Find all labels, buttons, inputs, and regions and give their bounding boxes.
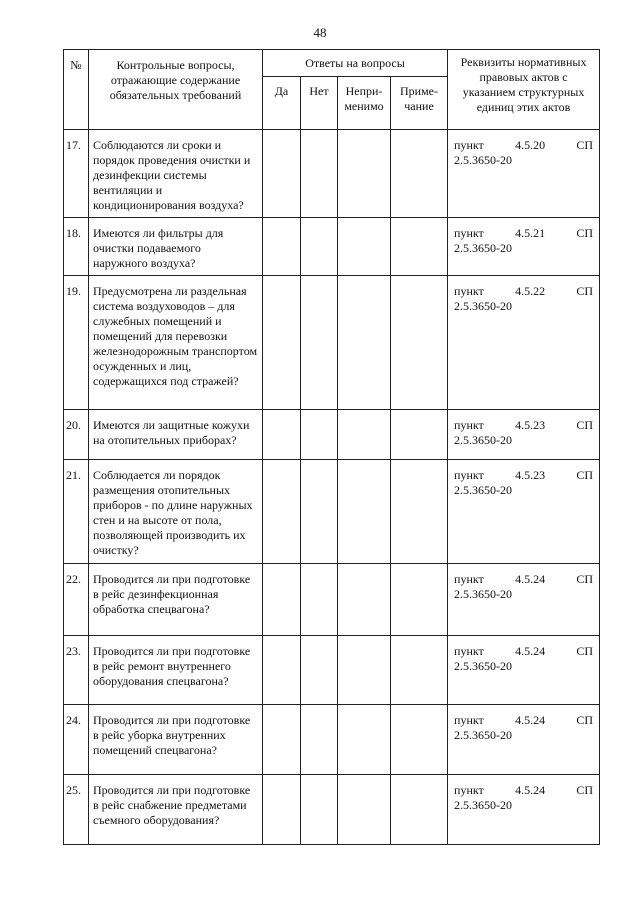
- header-note: Приме-чание: [391, 77, 448, 130]
- requisites-cell: [448, 705, 600, 775]
- answer-yes-cell[interactable]: [263, 564, 301, 636]
- ref-doc-type: СП: [576, 284, 594, 298]
- answer-no-cell[interactable]: [301, 460, 338, 564]
- requisites-line: [454, 138, 593, 153]
- answer-note-cell[interactable]: [391, 218, 448, 276]
- answer-no-cell[interactable]: [301, 705, 338, 775]
- ref-clause: 4.5.24: [515, 644, 546, 658]
- requisites-line: [454, 644, 593, 659]
- table-row: [64, 705, 600, 775]
- requisites-line: [454, 783, 593, 798]
- answer-not-applicable-cell[interactable]: [338, 636, 391, 705]
- requisites-cell: [448, 410, 600, 460]
- header-no: Нет: [301, 77, 338, 130]
- row-number: 22.: [64, 564, 89, 636]
- ref-doc-type: СП: [576, 226, 594, 240]
- table-row: [64, 276, 600, 410]
- checklist-table: [63, 49, 600, 845]
- table-row: [64, 564, 600, 636]
- ref-clause: 4.5.24: [515, 713, 546, 727]
- answer-yes-cell[interactable]: [263, 218, 301, 276]
- row-number: 25.: [64, 775, 89, 845]
- ref-clause: 4.5.24: [515, 783, 546, 797]
- header-num: №: [64, 50, 89, 130]
- answer-no-cell[interactable]: [301, 564, 338, 636]
- answer-yes-cell[interactable]: [263, 130, 301, 218]
- requisites-cell: [448, 460, 600, 564]
- question-text: Имеются ли защитные кожухи на отопительных приборах?: [89, 410, 263, 460]
- answer-note-cell[interactable]: [391, 410, 448, 460]
- question-text: Соблюдается ли порядок размещения отопительных приборов - по длине наружных стен и на высоте от пола, позволяющей производить их очистку?: [89, 460, 263, 564]
- ref-doc-code: 2.5.3650-20: [454, 153, 513, 167]
- answer-not-applicable-cell[interactable]: [338, 564, 391, 636]
- answer-not-applicable-cell[interactable]: [338, 276, 391, 410]
- ref-doc-code: 2.5.3650-20: [454, 728, 513, 742]
- question-text: Проводится ли при подготовке в рейс ремонт внутреннего оборудования спецвагона?: [89, 636, 263, 705]
- ref-doc-code: 2.5.3650-20: [454, 433, 513, 447]
- ref-clause: 4.5.24: [515, 572, 546, 586]
- ref-word: пункт: [454, 284, 484, 298]
- ref-doc-type: СП: [576, 783, 594, 797]
- answer-no-cell[interactable]: [301, 276, 338, 410]
- answer-yes-cell[interactable]: [263, 460, 301, 564]
- answer-not-applicable-cell[interactable]: [338, 410, 391, 460]
- answer-yes-cell[interactable]: [263, 775, 301, 845]
- ref-clause: 4.5.23: [515, 468, 546, 482]
- answer-not-applicable-cell[interactable]: [338, 460, 391, 564]
- answer-not-applicable-cell[interactable]: [338, 130, 391, 218]
- table-row: [64, 218, 600, 276]
- requisites-line: [454, 418, 593, 433]
- ref-doc-code: 2.5.3650-20: [454, 299, 513, 313]
- requisites-cell: [448, 775, 600, 845]
- requisites-line: [454, 468, 593, 483]
- answer-yes-cell[interactable]: [263, 636, 301, 705]
- row-number: 20.: [64, 410, 89, 460]
- ref-word: пункт: [454, 226, 484, 240]
- answer-no-cell[interactable]: [301, 775, 338, 845]
- answer-no-cell[interactable]: [301, 410, 338, 460]
- answer-not-applicable-cell[interactable]: [338, 775, 391, 845]
- question-text: Предусмотрена ли раздельная система воздуховодов – для служебных помещений и помещений для перевозки железнодорожным транспортом осужденных и лиц, содержащихся под стражей?: [89, 276, 263, 410]
- answer-note-cell[interactable]: [391, 775, 448, 845]
- ref-word: пункт: [454, 138, 484, 152]
- requisites-cell: [448, 130, 600, 218]
- ref-doc-code: 2.5.3650-20: [454, 659, 513, 673]
- answer-no-cell[interactable]: [301, 130, 338, 218]
- ref-word: пункт: [454, 572, 484, 586]
- ref-doc-code: 2.5.3650-20: [454, 483, 513, 497]
- requisites-line: [454, 572, 593, 587]
- table-row: [64, 410, 600, 460]
- ref-doc-type: СП: [576, 644, 594, 658]
- ref-doc-type: СП: [576, 418, 594, 432]
- question-text: Проводится ли при подготовке в рейс снабжение предметами съемного оборудования?: [89, 775, 263, 845]
- answer-note-cell[interactable]: [391, 564, 448, 636]
- question-text: Имеются ли фильтры для очистки подаваемого наружного воздуха?: [89, 218, 263, 276]
- requisites-line: [454, 713, 593, 728]
- ref-word: пункт: [454, 468, 484, 482]
- header-question: Контрольные вопросы, отражающие содержание обязательных требований: [89, 50, 263, 130]
- answer-note-cell[interactable]: [391, 130, 448, 218]
- ref-word: пункт: [454, 713, 484, 727]
- answer-not-applicable-cell[interactable]: [338, 218, 391, 276]
- requisites-cell: [448, 218, 600, 276]
- question-text: Проводится ли при подготовке в рейс уборка внутренних помещений спецвагона?: [89, 705, 263, 775]
- row-number: 18.: [64, 218, 89, 276]
- ref-doc-code: 2.5.3650-20: [454, 587, 513, 601]
- ref-doc-code: 2.5.3650-20: [454, 798, 513, 812]
- answer-note-cell[interactable]: [391, 460, 448, 564]
- answer-no-cell[interactable]: [301, 218, 338, 276]
- row-number: 17.: [64, 130, 89, 218]
- header-requisites: Реквизиты нормативных правовых актов с указанием структурных единиц этих актов: [448, 50, 600, 130]
- header-yes: Да: [263, 77, 301, 130]
- ref-word: пункт: [454, 644, 484, 658]
- answer-note-cell[interactable]: [391, 276, 448, 410]
- ref-clause: 4.5.20: [515, 138, 546, 152]
- header-not-applicable: Непри-менимо: [338, 77, 391, 130]
- requisites-line: [454, 284, 593, 299]
- header-answers: Ответы на вопросы: [263, 50, 448, 77]
- ref-clause: 4.5.23: [515, 418, 546, 432]
- answer-not-applicable-cell[interactable]: [338, 705, 391, 775]
- ref-doc-type: СП: [576, 572, 594, 586]
- requisites-cell: [448, 636, 600, 705]
- answer-yes-cell[interactable]: [263, 705, 301, 775]
- ref-word: пункт: [454, 783, 484, 797]
- answer-note-cell[interactable]: [391, 705, 448, 775]
- page-number: 48: [313, 25, 327, 40]
- requisites-cell: [448, 276, 600, 410]
- ref-clause: 4.5.22: [515, 284, 546, 298]
- table-row: [64, 130, 600, 218]
- answer-note-cell[interactable]: [391, 636, 448, 705]
- ref-clause: 4.5.21: [515, 226, 546, 240]
- header-row-top: [64, 50, 600, 77]
- answer-yes-cell[interactable]: [263, 410, 301, 460]
- table-row: [64, 460, 600, 564]
- ref-doc-type: СП: [576, 138, 594, 152]
- table-row: [64, 636, 600, 705]
- answer-no-cell[interactable]: [301, 636, 338, 705]
- ref-doc-type: СП: [576, 468, 594, 482]
- question-text: Соблюдаются ли сроки и порядок проведения очистки и дезинфекции системы вентиляции и кондиционирования воздуха?: [89, 130, 263, 218]
- answer-yes-cell[interactable]: [263, 276, 301, 410]
- row-number: 21.: [64, 460, 89, 564]
- requisites-line: [454, 226, 593, 241]
- ref-doc-code: 2.5.3650-20: [454, 241, 513, 255]
- table-row: [64, 775, 600, 845]
- requisites-cell: [448, 564, 600, 636]
- ref-doc-type: СП: [576, 713, 594, 727]
- question-text: Проводится ли при подготовке в рейс дезинфекционная обработка спецвагона?: [89, 564, 263, 636]
- row-number: 19.: [64, 276, 89, 410]
- row-number: 23.: [64, 636, 89, 705]
- ref-word: пункт: [454, 418, 484, 432]
- row-number: 24.: [64, 705, 89, 775]
